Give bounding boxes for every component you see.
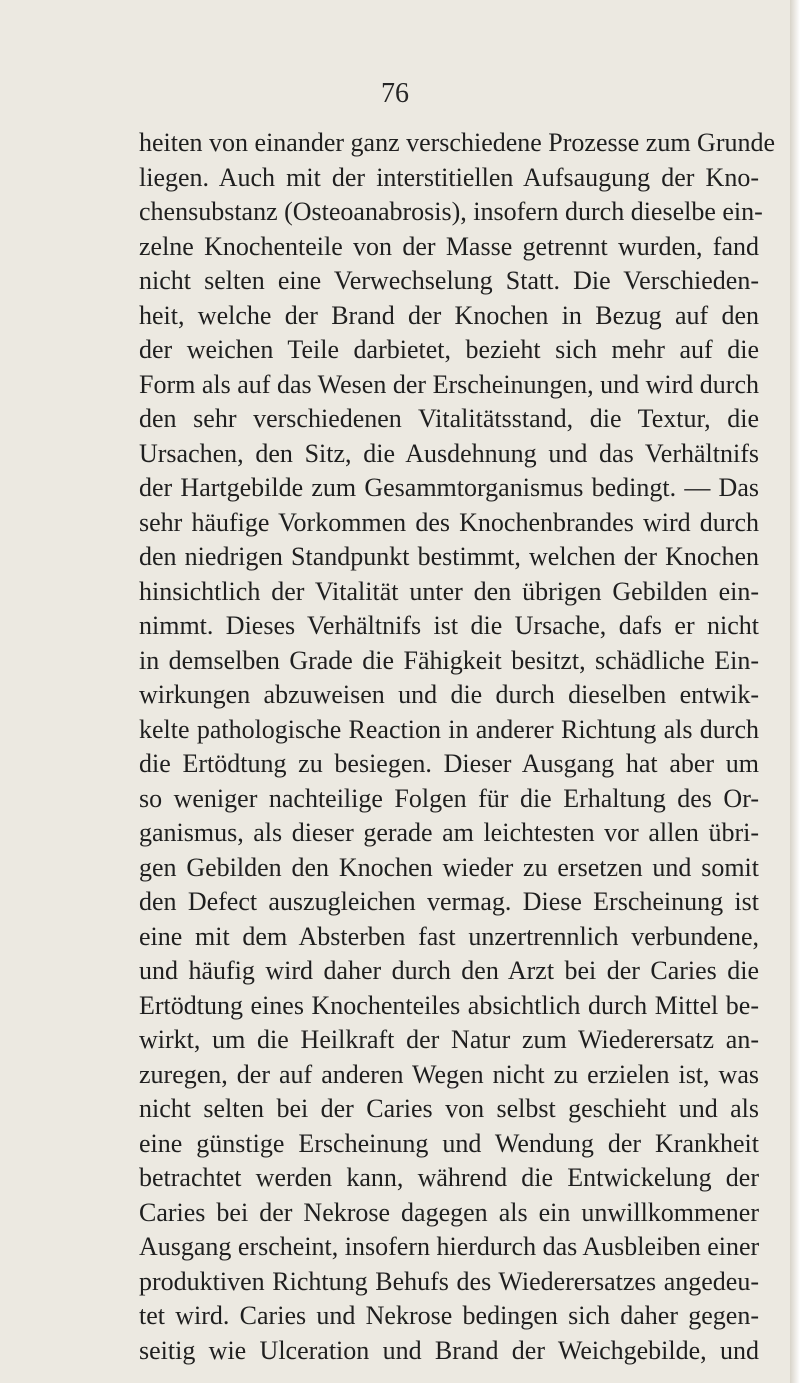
text-line: tet wird. Caries und Nekrose bedingen sich daher gegen- [139, 1301, 759, 1330]
text-line: nimmt. Dieses Verhältnifs ist die Ursache, dafs er nicht [139, 611, 759, 640]
text-line: Caries bei der Nekrose dagegen als ein unwillkommener [139, 1197, 759, 1227]
text-line: zelne Knochenteile von der Masse getrennt wurden, fand [139, 231, 759, 261]
text-line: kelte pathologische Reaction in anderer Richtung als durch [139, 714, 759, 744]
text-line: den Defect auszugleichen vermag. Diese Erscheinung ist [139, 887, 759, 916]
text-line: Ertödtung eines Knochenteiles absichtlich durch Mittel be- [139, 990, 759, 1020]
text-line: zuregen, der auf anderen Wegen nicht zu erzielen ist, was [139, 1059, 759, 1089]
page-edge [790, 0, 800, 1383]
text-line: ganismus, als dieser gerade am leichtesten vor allen übri- [139, 818, 759, 847]
text-line: den niedrigen Standpunkt bestimmt, welchen der Knochen [139, 542, 759, 571]
text-line: gen Gebilden den Knochen wieder zu ersetzen und somit [139, 852, 759, 882]
text-line: eine günstige Erscheinung und Wendung der Krankheit [139, 1128, 759, 1158]
text-line: Form als auf das Wesen der Erscheinungen, und wird durch [139, 369, 759, 399]
text-line: und häufig wird daher durch den Arzt bei der Caries die [139, 956, 759, 985]
text-line: heiten von einander ganz verschiedene Prozesse zum Grunde [139, 128, 776, 157]
text-line: in demselben Grade die Fähigkeit besitzt, schädliche Ein- [139, 645, 759, 675]
text-line: wirkt, um die Heilkraft der Natur zum Wiederersatz an- [139, 1025, 759, 1054]
text-line: nicht selten bei der Caries von selbst geschieht und als [139, 1094, 759, 1123]
text-line: Ursachen, den Sitz, die Ausdehnung und das Verhältnifs [139, 438, 759, 468]
text-line: den sehr verschiedenen Vitalitätsstand, die Textur, die [139, 404, 759, 433]
text-line: seitig wie Ulceration und Brand der Weichgebilde, und [139, 1335, 759, 1365]
text-line: betrachtet werden kann, während die Entwickelung der [139, 1163, 759, 1192]
text-line: hinsichtlich der Vitalität unter den übrigen Gebilden ein- [139, 576, 759, 606]
text-line: heit, welche der Brand der Knochen in Bezug auf den [139, 300, 759, 330]
text-line: wirkungen abzuweisen und die durch dieselben entwik- [139, 680, 759, 709]
text-line: sehr häufige Vorkommen des Knochenbrandes wird durch [139, 507, 759, 537]
page-number: 76 [381, 78, 409, 109]
text-line: die Ertödtung zu besiegen. Dieser Ausgang hat aber um [139, 749, 759, 778]
body-text [139, 126, 776, 1368]
text-line: Ausgang erscheint, insofern hierdurch das Ausbleiben einer [139, 1232, 760, 1261]
text-line: nicht selten eine Verwechselung Statt. Die Verschieden- [139, 266, 759, 295]
text-line: so weniger nachteilige Folgen für die Erhaltung des Or- [139, 783, 759, 813]
text-line: der Hartgebilde zum Gesammtorganismus bedingt. — Das [139, 473, 759, 502]
text-line: liegen. Auch mit der interstitiellen Aufsaugung der Kno- [139, 162, 759, 192]
text-line: eine mit dem Absterben fast unzertrennlich verbundene, [139, 921, 759, 951]
text-line: produktiven Richtung Behufs des Wiederersatzes angedeu- [139, 1266, 759, 1296]
text-line: chensubstanz (Osteoanabrosis), insofern durch dieselbe ein- [139, 197, 763, 226]
text-line: der weichen Teile darbietet, bezieht sich mehr auf die [139, 335, 759, 364]
